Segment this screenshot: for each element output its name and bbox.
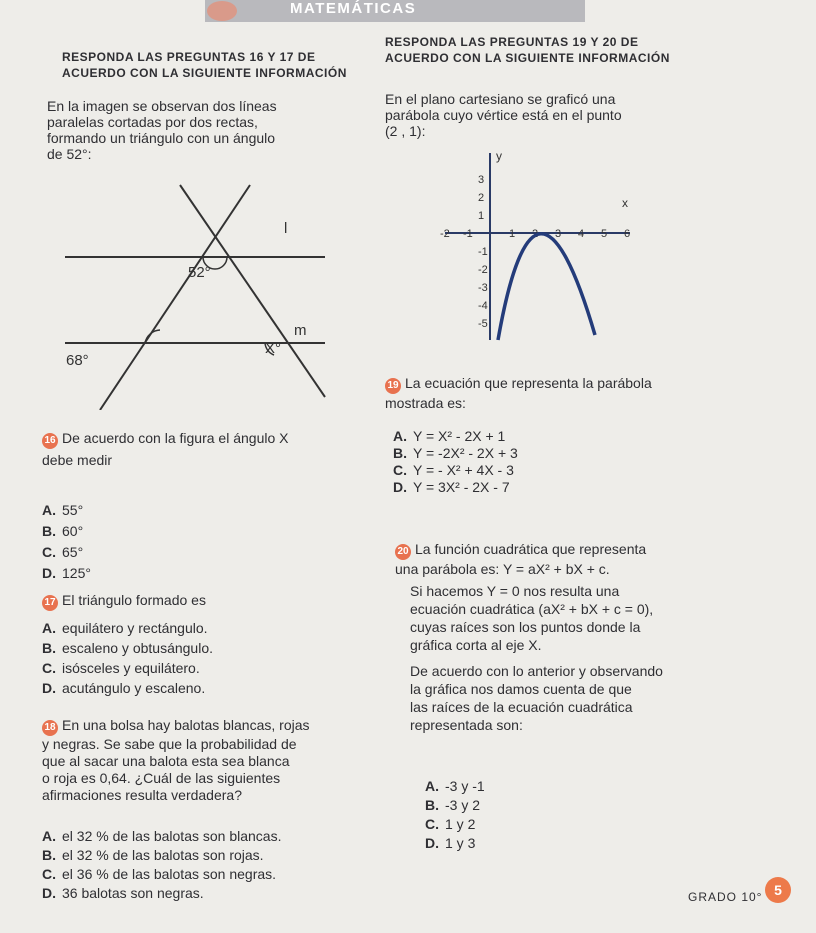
q20-body: Si hacemos Y = 0 nos resulta una ecuación cuadrática (aX² + bX + c = 0), cuyas raíces son los puntos donde la gráfica corta al eje X. De acuerdo con lo anterior y observando la gráfica nos damos cuenta de que las raíces de la ecuación cuadrática representada son: (410, 583, 663, 733)
question-17: 17 El triángulo formado es (42, 592, 206, 611)
q17-option-b[interactable]: B. escaleno y obtusángulo. (42, 640, 213, 656)
q16-option-c[interactable]: C. 65° (42, 544, 84, 560)
left-info: En la imagen se observan dos líneas paralelas cortadas por dos rectas, formando un triángulo con un ángulo de 52°: (47, 98, 277, 162)
transversal-left (100, 185, 250, 410)
x-tick-label: 2 (532, 228, 539, 240)
q16-option-a[interactable]: A. 55° (42, 502, 84, 518)
x-tick-label: -2 (440, 228, 450, 240)
y-tick-label: -5 (478, 318, 488, 330)
question-20: 20 La función cuadrática que representa una parábola es: Y = aX² + bX + c. (395, 541, 647, 577)
question-16: 16 De acuerdo con la figura el ángulo X debe medir (42, 430, 289, 468)
page-number-badge: 5 (765, 877, 791, 903)
parabola-graph (440, 145, 640, 345)
x-tick-label: 5 (601, 228, 608, 240)
transversal-right (180, 185, 325, 397)
title-icon (207, 1, 237, 21)
angle-x-label: X° (265, 340, 282, 357)
x-tick-label: 3 (555, 228, 562, 240)
question-19: 19 La ecuación que representa la parábola mostrada es: (385, 375, 652, 411)
y-tick-label: 3 (478, 174, 485, 186)
parallel-lines-figure (60, 175, 360, 410)
q17-number: 17 (42, 595, 58, 611)
q19-option-b[interactable]: B. Y = -2X² - 2X + 3 (393, 445, 518, 461)
x-tick-label: 4 (578, 228, 585, 240)
q16-options (42, 500, 91, 584)
q20-option-c[interactable]: C. 1 y 2 (425, 816, 476, 832)
q16-option-d[interactable]: D. 125° (42, 565, 91, 581)
q17-option-a[interactable]: A. equilátero y rectángulo. (42, 620, 208, 636)
y-tick-label: -1 (478, 246, 488, 258)
q17-option-d[interactable]: D. acutángulo y escaleno. (42, 680, 206, 696)
q17-option-c[interactable]: C. isósceles y equilátero. (42, 660, 200, 676)
q20-options (425, 777, 485, 853)
grade-label: GRADO 10° (688, 890, 763, 904)
x-tick-label: 6 (624, 228, 631, 240)
q18-option-b[interactable]: B. el 32 % de las balotas son rojas. (42, 847, 264, 863)
parabola-curve (498, 234, 595, 340)
line-l-label: l (284, 220, 288, 237)
q20-number: 20 (395, 544, 411, 560)
y-tick-label: -2 (478, 264, 488, 276)
q20-option-d[interactable]: D. 1 y 3 (425, 835, 476, 851)
q16-number: 16 (42, 433, 58, 449)
page-title: MATEMÁTICAS (290, 0, 417, 17)
q20-option-b[interactable]: B. -3 y 2 (425, 797, 481, 813)
y-tick-label: -4 (478, 300, 488, 312)
angle-68-label: 68° (66, 352, 89, 369)
question-18: 18 En una bolsa hay balotas blancas, rojas y negras. Se sabe que la probabilidad de que al sacar una balota esta sea blanca o roja es 0,64. ¿Cuál de las siguientes afirmaciones resulta verdadera? (42, 717, 310, 803)
q19-option-d[interactable]: D. Y = 3X² - 2X - 7 (393, 479, 510, 495)
q20-option-a[interactable]: A. -3 y -1 (425, 778, 485, 794)
q19-option-c[interactable]: C. Y = - X² + 4X - 3 (393, 462, 514, 478)
q18-option-a[interactable]: A. el 32 % de las balotas son blancas. (42, 828, 282, 844)
x-axis-label: x (622, 196, 628, 210)
y-tick-label: -3 (478, 282, 488, 294)
left-section-header: RESPONDA LAS PREGUNTAS 16 Y 17 DE ACUERDO CON LA SIGUIENTE INFORMACIÓN (62, 50, 347, 80)
q17-options (42, 618, 213, 698)
q18-option-c[interactable]: C. el 36 % de las balotas son negras. (42, 866, 277, 882)
y-tick-label: 1 (478, 210, 485, 222)
q18-option-d[interactable]: D. 36 balotas son negras. (42, 885, 204, 901)
q19-option-a[interactable]: A. Y = X² - 2X + 1 (393, 428, 506, 444)
y-tick-label: 2 (478, 192, 485, 204)
right-section-header: RESPONDA LAS PREGUNTAS 19 Y 20 DE ACUERDO CON LA SIGUIENTE INFORMACIÓN (385, 35, 670, 65)
q19-number: 19 (385, 378, 401, 394)
q18-options (42, 827, 281, 903)
x-tick-label: -1 (463, 228, 473, 240)
q16-option-b[interactable]: B. 60° (42, 523, 84, 539)
y-axis-label: y (496, 149, 502, 163)
angle-52-label: 52° (188, 264, 211, 281)
right-info: En el plano cartesiano se graficó una parábola cuyo vértice está en el punto (2 , 1): (385, 91, 622, 139)
q19-options (393, 428, 518, 496)
q18-number: 18 (42, 720, 58, 736)
x-tick-label: 1 (509, 228, 516, 240)
line-m-label: m (294, 322, 307, 339)
